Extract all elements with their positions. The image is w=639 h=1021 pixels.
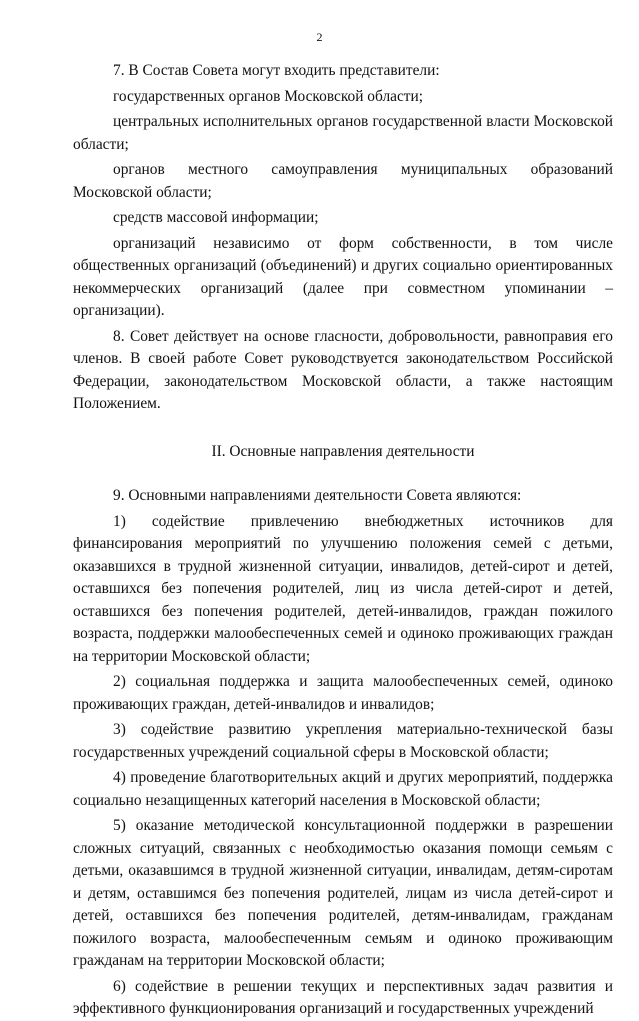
direction-item-6: 6) содействие в решении текущих и перспективных задач развития и эффективного функционирования организаций и государственных учреждений (73, 977, 613, 1017)
paragraph-9: 9. Основными направлениями деятельности Совета являются: (113, 487, 522, 504)
list-item-state-bodies: государственных органов Московской области; (113, 87, 424, 105)
direction-item-5: 5) оказание методической консультационной поддержки в разрешении сложных ситуаций, связанных с необходимостью оказания помощи семьям с детьми, оказавшимся в трудной жизненной ситуации, инвалидам, детям-сиротам и детям, оставшимся без попечения родителей, лицам из числа детей-сирот и детей, оставшихся без попечения родителей, детям-инвалидам, гражданам пожилого возраста, малообеспеченным семьям и одиноко проживающим гражданам на территории Московской области; (73, 817, 613, 969)
direction-item-1: 1) содействие привлечению внебюджетных источников для финансирования мероприятий по улучшению положения семей с детьми, оказавшихся в трудной жизненной ситуации, инвалидов, детей-сирот и детей, оставшихся без попечения родителей, лиц из числа детей-сирот и детей, оставшихся без попечения родителей, детей-инвалидов, граждан пожилого возраста, поддержки малообеспеченных семей и одиноко проживающих граждан на территории Московской области; (73, 512, 613, 665)
direction-item-4: 4) проведение благотворительных акций и других мероприятий, поддержка социально незащищенных категорий населения в Московской области; (73, 769, 613, 809)
document-body (73, 60, 613, 1021)
direction-item-3: 3) содействие развитию укрепления материально-технической базы государственных учреждений социальной сферы в Московской области; (73, 721, 613, 761)
list-item-mass-media: средств массовой информации; (113, 209, 319, 226)
list-item-central-executive-bodies: центральных исполнительных органов государственной власти Московской области; (73, 113, 613, 153)
list-item-local-government-bodies: органов местного самоуправления муниципальных образований Московской области; (73, 161, 613, 201)
paragraph-8: 8. Совет действует на основе гласности, добровольности, равноправия его членов. В своей работе Совет руководствуется законодательством Российской Федерации, законодательством Московской области, а также настоящим Положением. (73, 327, 613, 412)
paragraph-7: 7. В Состав Совета могут входить представители: (113, 62, 440, 79)
list-item-organizations: организаций независимо от форм собственности, в том числе общественных организаций (объединений) и других социально ориентированных некоммерческих организаций (далее при совместном упоминании – организации). (73, 234, 613, 319)
page-number: 2 (316, 30, 323, 44)
section-heading: II. Основные направления деятельности (211, 442, 475, 460)
direction-item-2: 2) социальная поддержка и защита малообеспеченных семей, одиноко проживающих граждан, детей-инвалидов и инвалидов; (73, 673, 613, 713)
